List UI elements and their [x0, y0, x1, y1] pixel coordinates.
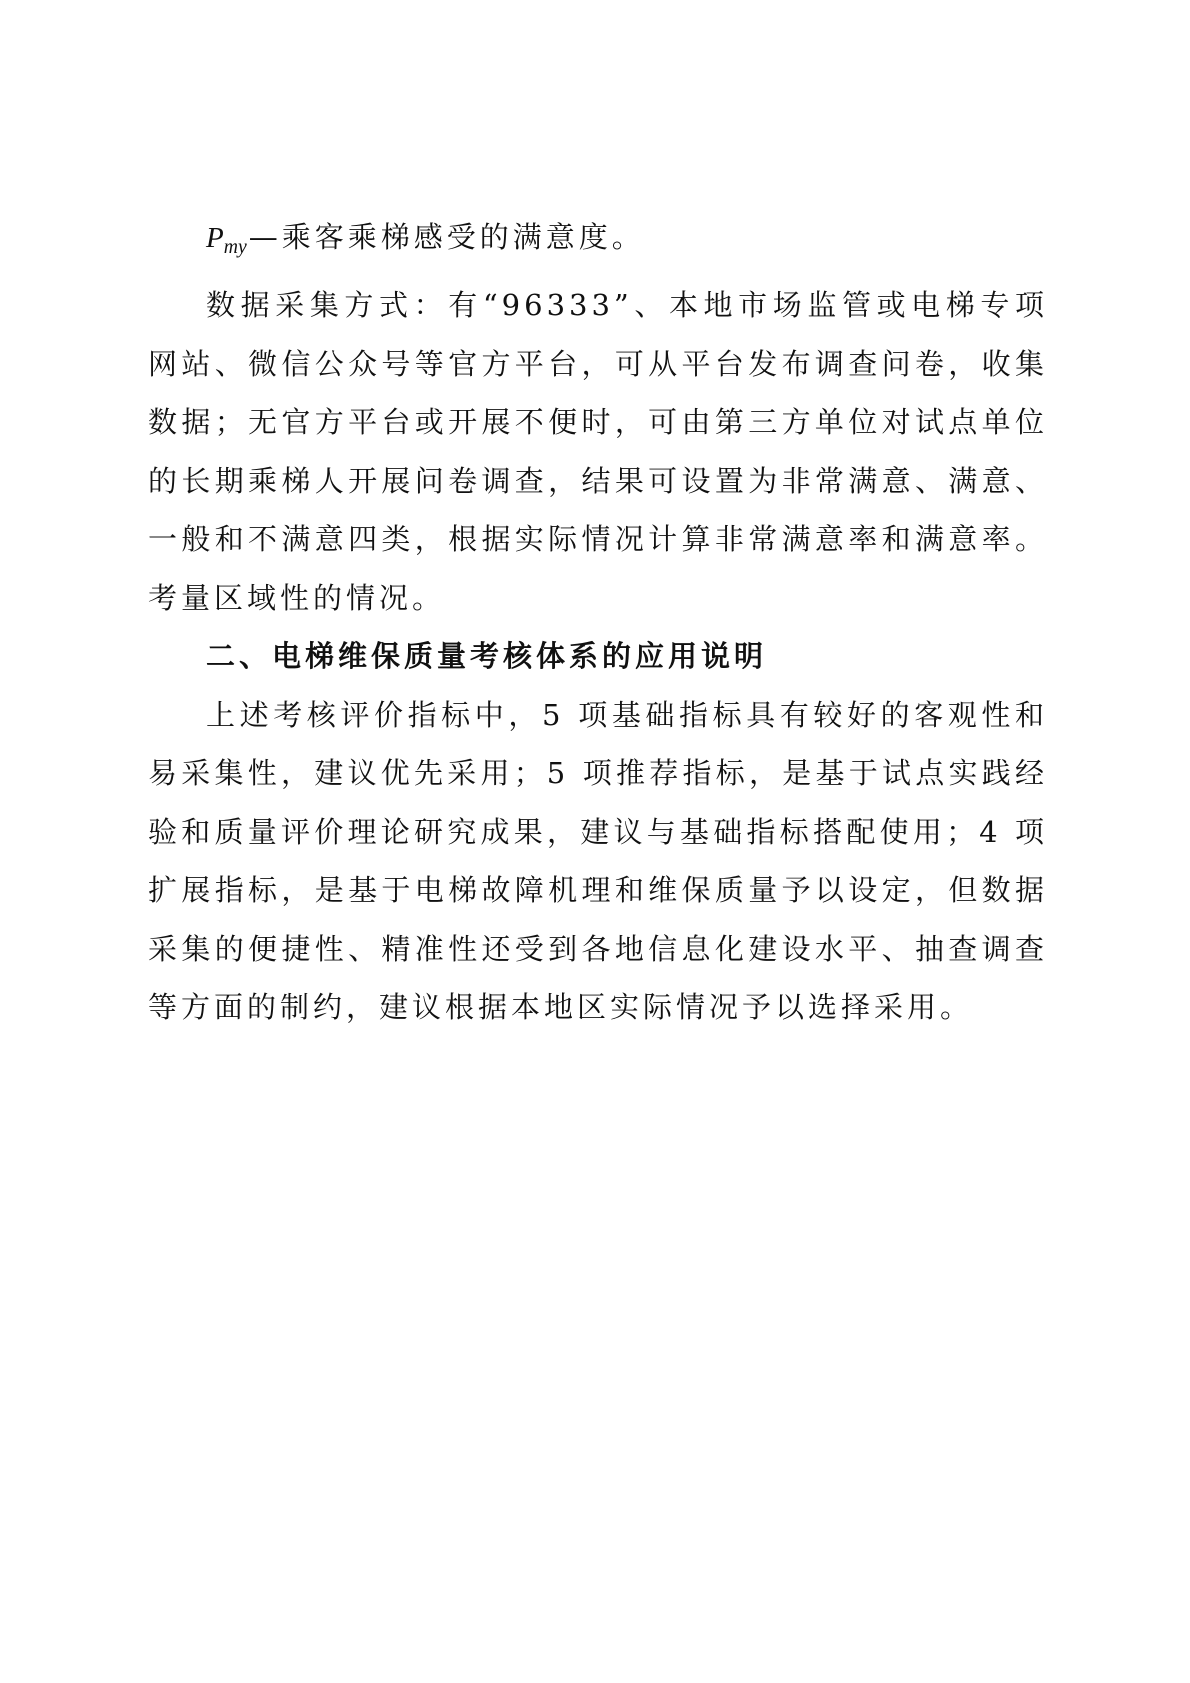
- application-paragraph: 上述考核评价指标中，5 项基础指标具有较好的客观性和易采集性，建议优先采用；5 项推荐指标，是基于试点实践经验和质量评价理论研究成果，建议与基础指标搭配使用；4 项扩展指标，是基于电梯故障机理和维保质量予以设定，但数据采集的便捷性、精准性还受到各地信息化建设水平、抽查调查等方面的制约，建议根据本地区实际情况予以选择采用。: [148, 697, 1048, 1025]
- section-heading: 二、电梯维保质量考核体系的应用说明: [206, 639, 768, 674]
- formula-definition-line: [148, 208, 1048, 276]
- formula-variable-subscript: my: [223, 235, 247, 258]
- document-body: [148, 208, 1048, 1037]
- formula-variable: P: [206, 222, 224, 254]
- formula-definition-text: —乘客乘梯感受的满意度。: [248, 220, 645, 254]
- data-collection-paragraph: 数据采集方式：有“96333”、本地市场监管或电梯专项网站、微信公众号等官方平台，可从平台发布调查问卷，收集数据；无官方平台或开展不便时，可由第三方单位对试点单位的长期乘梯人开展问卷调查，结果可设置为非常满意、满意、一般和不满意四类，根据实际情况计算非常满意率和满意率。考量区域性的情况。: [148, 288, 1048, 615]
